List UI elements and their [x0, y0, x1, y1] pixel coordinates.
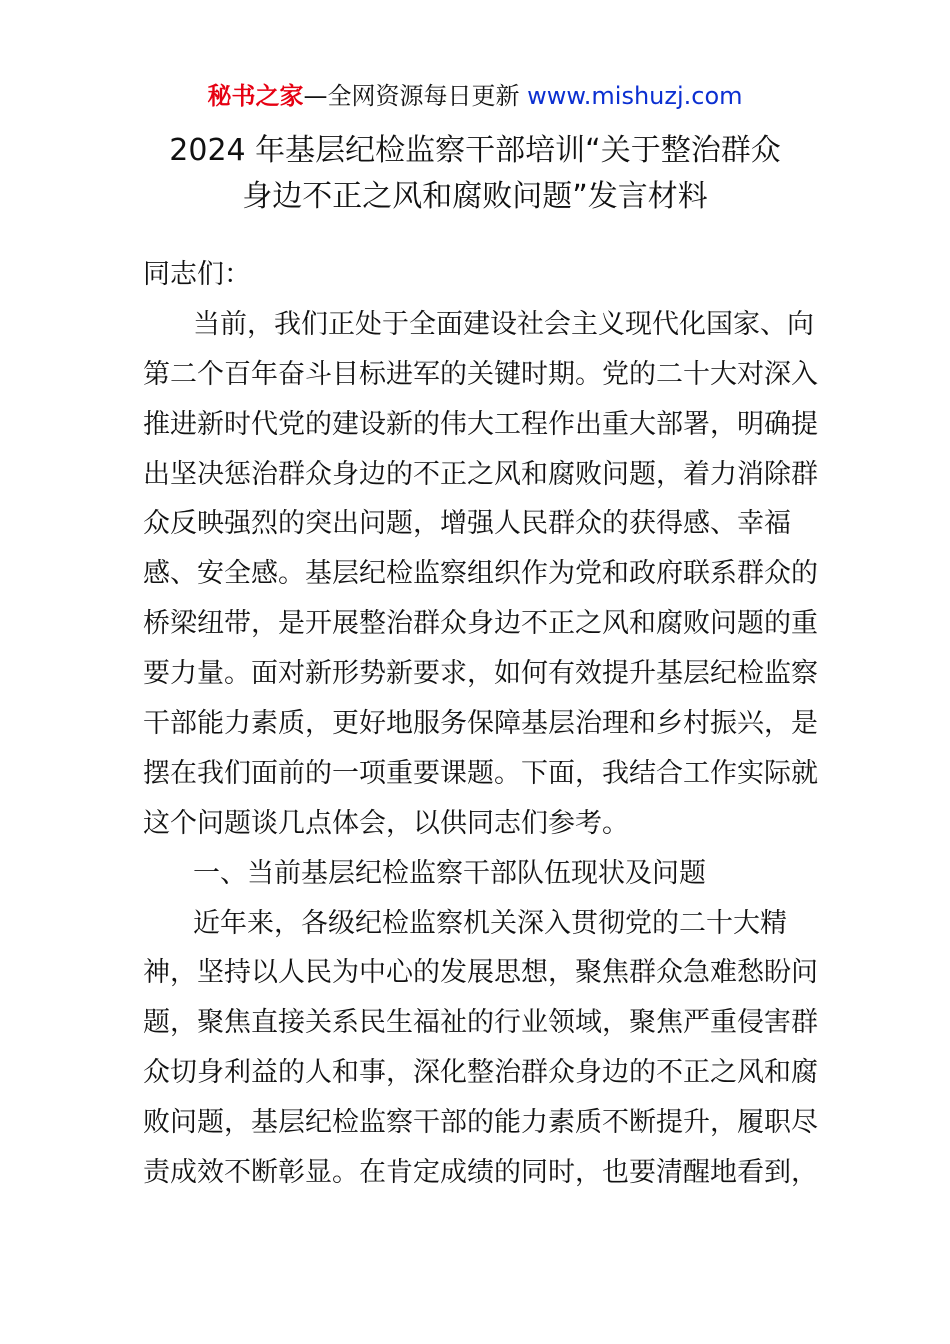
paragraph-line: 出坚决惩治群众身边的不正之风和腐败问题，着力消除群	[143, 458, 818, 490]
paragraph-line: 感、安全感。基层纪检监察组织作为党和政府联系群众的	[143, 558, 818, 590]
paragraph-line: 干部能力素质，更好地服务保障基层治理和乡村振兴，是	[143, 708, 818, 740]
paragraph-line: 摆在我们面前的一项重要课题。下面，我结合工作实际就	[143, 757, 818, 789]
site-tagline: —全网资源每日更新	[303, 82, 520, 110]
site-header	[0, 78, 950, 114]
title-line: 2024 年基层纪检监察干部培训“关于整治群众	[169, 133, 781, 168]
paragraph-line: 题，聚焦直接关系民生福祉的行业领域，聚焦严重侵害群	[143, 1007, 818, 1039]
section-heading: 一、当前基层纪检监察干部队伍现状及问题	[193, 857, 706, 889]
paragraph-line: 近年来，各级纪检监察机关深入贯彻党的二十大精	[193, 907, 787, 939]
paragraph-line: 众切身利益的人和事，深化整治群众身边的不正之风和腐	[143, 1057, 818, 1089]
site-url-link[interactable]: www.mishuzj.com	[527, 82, 743, 110]
title-line: 身边不正之风和腐败问题”发言材料	[242, 179, 708, 214]
paragraph-line: 神，坚持以人民为中心的发展思想，聚焦群众急难愁盼问	[143, 957, 818, 989]
paragraph-line: 众反映强烈的突出问题，增强人民群众的获得感、幸福	[143, 508, 791, 540]
paragraph-line: 这个问题谈几点体会，以供同志们参考。	[143, 807, 629, 839]
paragraph-line: 要力量。面对新形势新要求，如何有效提升基层纪检监察	[143, 658, 818, 690]
paragraph-line: 责成效不断彰显。在肯定成绩的同时，也要清醒地看到，	[143, 1157, 818, 1189]
paragraph-line: 推进新时代党的建设新的伟大工程作出重大部署，明确提	[143, 408, 818, 440]
salutation: 同志们：	[143, 259, 251, 290]
site-brand: 秘书之家	[207, 82, 304, 110]
document-title	[100, 128, 850, 220]
paragraph-line: 败问题，基层纪检监察干部的能力素质不断提升，履职尽	[143, 1107, 818, 1139]
paragraph-line: 当前，我们正处于全面建设社会主义现代化国家、向	[193, 308, 814, 340]
document-body	[143, 250, 818, 1198]
paragraph-line: 第二个百年奋斗目标进军的关键时期。党的二十大对深入	[143, 358, 818, 390]
paragraph-line: 桥梁纽带，是开展整治群众身边不正之风和腐败问题的重	[143, 608, 818, 640]
